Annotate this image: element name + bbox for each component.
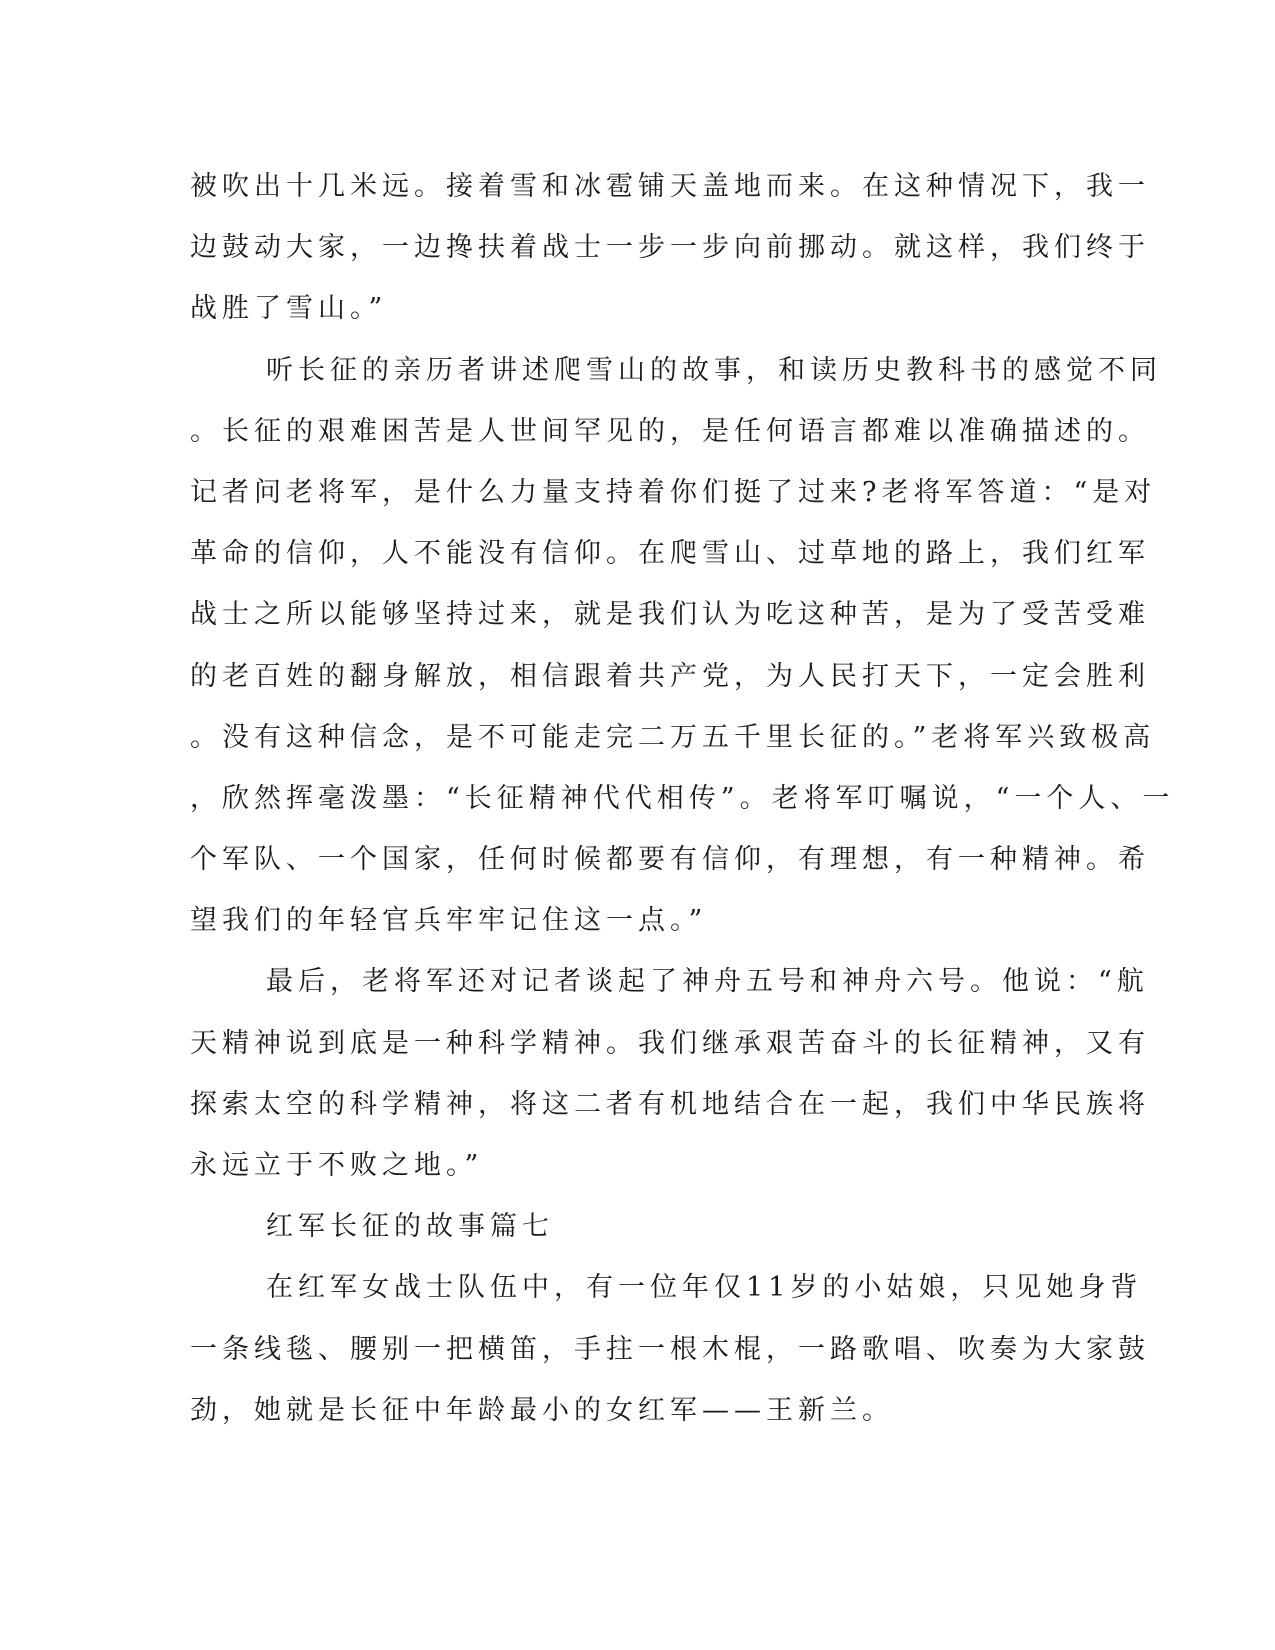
text-line: 被吹出十几米远。接着雪和冰雹铺天盖地而来。在这种情况下，我一 [190, 171, 1150, 202]
text-line: 永远立于不败之地。” [190, 1150, 484, 1181]
text-line: 边鼓动大家，一边搀扶着战士一步一步向前挪动。就这样，我们终于 [190, 232, 1150, 264]
text-line: 劲，她就是长征中年龄最小的女红军——王新兰。 [190, 1394, 894, 1426]
text-line: 战胜了雪山。” [190, 293, 388, 325]
text-line: 望我们的年轻官兵牢牢记住这一点。” [190, 905, 708, 937]
document-body [190, 156, 1175, 1441]
text-line: 。没有这种信念，是不可能走完二万五千里长征的。”老将军兴致极高 [190, 721, 1156, 753]
text-line: 天精神说到底是一种科学精神。我们继承艰苦奋斗的长征精神，又有 [190, 1027, 1150, 1059]
text-line: ，欣然挥毫泼墨：“长征精神代代相传”。老将军叮嘱说，“一个人、一 [190, 782, 1175, 814]
text-line: 革命的信仰，人不能没有信仰。在爬雪山、过草地的路上，我们红军 [190, 538, 1150, 570]
text-line: 探索太空的科学精神，将这二者有机地结合在一起，我们中华民族将 [190, 1088, 1150, 1120]
paragraph-first-line: 听长征的亲历者讲述爬雪山的故事，和读历史教科书的感觉不同 [266, 354, 1162, 386]
text-line: 一条线毯、腰别一把横笛，手拄一根木棍，一路歌唱、吹奏为大家鼓 [190, 1333, 1150, 1365]
text-line: 的老百姓的翻身解放，相信跟着共产党，为人民打天下，一定会胜利 [190, 660, 1150, 692]
text-line: 战士之所以能够坚持过来，就是我们认为吃这种苦，是为了受苦受难 [190, 599, 1150, 631]
text-line: 记者问老将军，是什么力量支持着你们挺了过来?老将军答道：“是对 [190, 476, 1157, 508]
text-line: 个军队、一个国家，任何时候都要有信仰，有理想，有一种精神。希 [190, 844, 1150, 876]
paragraph-first-line: 红军长征的故事篇七 [266, 1211, 554, 1243]
paragraph-first-line: 在红军女战士队伍中，有一位年仅11岁的小姑娘，只见她身背 [266, 1272, 1143, 1304]
paragraph-first-line: 最后，老将军还对记者谈起了神舟五号和神舟六号。他说：“航 [266, 966, 1149, 998]
text-line: 。长征的艰难困苦是人世间罕见的，是任何语言都难以准确描述的。 [190, 415, 1150, 447]
